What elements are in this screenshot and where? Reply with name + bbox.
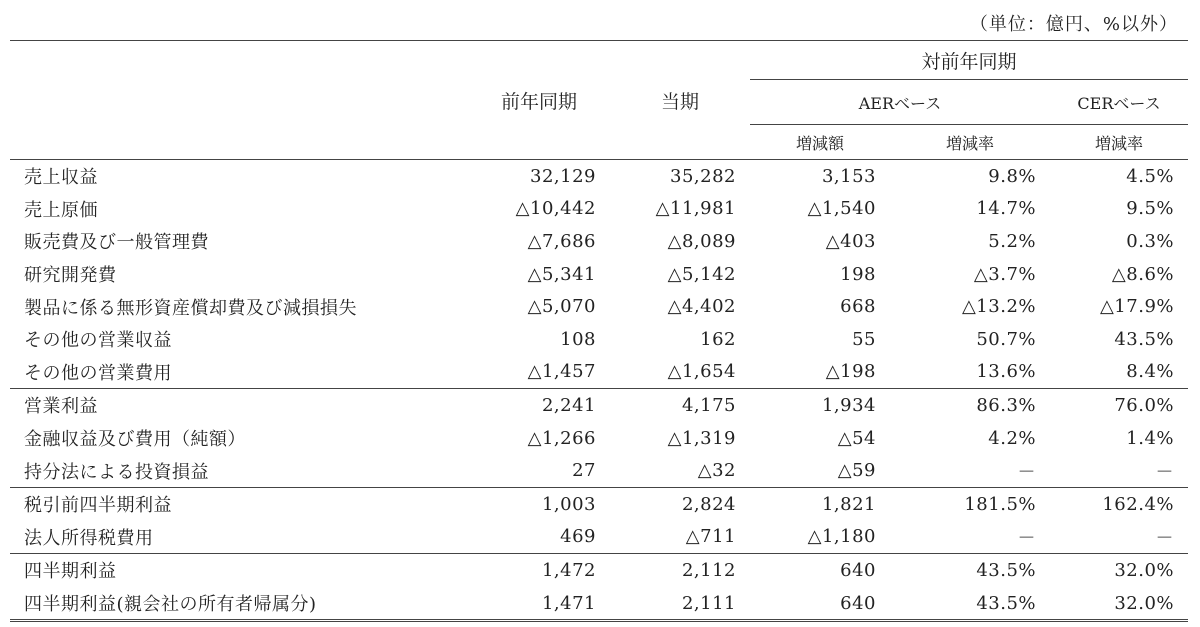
- table-row: [10, 193, 1188, 226]
- row-prev: △1,457: [527, 361, 596, 383]
- row-prev: 32,129: [530, 165, 596, 187]
- table-row: [10, 225, 1188, 258]
- row-item: 研究開発費: [24, 265, 117, 287]
- row-amt: △54: [837, 427, 876, 449]
- unit-note: （単位：億円、%以外）: [969, 14, 1178, 35]
- row-cer: －: [1155, 461, 1174, 483]
- table-row: [10, 356, 1188, 389]
- header-change-amount: 増減額: [750, 125, 890, 160]
- row-cur: 4,175: [610, 389, 750, 422]
- row-cur: 35,282: [670, 165, 736, 187]
- row-cur: △5,142: [667, 263, 736, 285]
- row-cur: △711: [685, 526, 736, 548]
- header-cer-base: CERベース: [1050, 80, 1188, 125]
- row-item: 税引前四半期利益: [10, 487, 468, 520]
- header-item-blank: [10, 41, 468, 160]
- row-cer: 0.3%: [1126, 230, 1174, 252]
- table-row: [10, 422, 1188, 455]
- row-item: 法人所得税費用: [24, 527, 154, 549]
- table-row: [10, 290, 1188, 323]
- row-amt: 1,821: [750, 487, 890, 520]
- table-row: [10, 587, 1188, 621]
- row-item: 金融収益及び費用（純額）: [24, 429, 246, 451]
- row-aer: 4.2%: [988, 427, 1036, 449]
- row-aer: 50.7%: [976, 328, 1036, 350]
- row-prev: △5,341: [527, 263, 596, 285]
- row-cer: －: [1155, 527, 1174, 549]
- row-amt: △59: [837, 460, 876, 482]
- row-aer: 43.5%: [890, 587, 1050, 621]
- row-item: その他の営業収益: [24, 330, 172, 352]
- row-amt: 3,153: [821, 165, 876, 187]
- row-aer: 181.5%: [890, 487, 1050, 520]
- row-item: 営業利益: [10, 389, 468, 422]
- table-row: [10, 554, 1188, 587]
- row-cer: 32.0%: [1050, 587, 1188, 621]
- row-item: 売上原価: [24, 199, 98, 221]
- row-item: その他の営業費用: [24, 362, 172, 384]
- row-item: 製品に係る無形資産償却費及び減損損失: [24, 297, 357, 319]
- row-prev: △10,442: [515, 198, 596, 220]
- row-prev: 1,003: [468, 487, 610, 520]
- row-prev: 469: [560, 526, 596, 548]
- row-aer: －: [1017, 461, 1036, 483]
- row-cer: 1.4%: [1126, 427, 1174, 449]
- row-amt: 55: [852, 328, 876, 350]
- row-prev: △1,266: [527, 427, 596, 449]
- row-cer: 8.4%: [1126, 361, 1174, 383]
- row-cur: △4,402: [667, 296, 736, 318]
- row-cur: 2,112: [610, 554, 750, 587]
- row-prev: 1,471: [468, 587, 610, 621]
- row-amt: 668: [840, 296, 876, 318]
- row-amt: △1,180: [807, 526, 876, 548]
- row-aer: 86.3%: [890, 389, 1050, 422]
- row-aer: 13.6%: [976, 361, 1036, 383]
- row-amt: △403: [825, 230, 876, 252]
- row-item: 四半期利益(親会社の所有者帰属分): [10, 587, 468, 621]
- row-aer: 43.5%: [890, 554, 1050, 587]
- table-row: [10, 389, 1188, 422]
- row-amt: △1,540: [807, 198, 876, 220]
- row-aer: －: [1017, 527, 1036, 549]
- row-cer: 76.0%: [1050, 389, 1188, 422]
- header-prev-period: 前年同期: [468, 41, 610, 160]
- income-statement-table: [10, 40, 1188, 622]
- row-cur: △8,089: [667, 230, 736, 252]
- header-aer-base: AERベース: [750, 80, 1050, 125]
- row-cer: 162.4%: [1050, 487, 1188, 520]
- header-row-1: [10, 41, 1188, 80]
- row-cer: 4.5%: [1126, 165, 1174, 187]
- row-cer: 32.0%: [1050, 554, 1188, 587]
- row-cer: 43.5%: [1114, 328, 1174, 350]
- row-aer: 5.2%: [988, 230, 1036, 252]
- row-amt: △198: [825, 361, 876, 383]
- header-change-rate-aer: 増減率: [890, 125, 1050, 160]
- row-amt: 640: [750, 554, 890, 587]
- row-item: 四半期利益: [10, 554, 468, 587]
- row-cur: △32: [697, 460, 736, 482]
- row-prev: 27: [572, 460, 596, 482]
- row-amt: 198: [840, 263, 876, 285]
- table-row: [10, 258, 1188, 291]
- row-cer: △17.9%: [1099, 296, 1174, 318]
- row-prev: 2,241: [468, 389, 610, 422]
- row-aer: △3.7%: [973, 263, 1036, 285]
- row-prev: △5,070: [527, 296, 596, 318]
- table-row: [10, 454, 1188, 487]
- row-aer: 14.7%: [976, 198, 1036, 220]
- row-cur: 162: [700, 328, 736, 350]
- header-current-period: 当期: [610, 41, 750, 160]
- row-prev: △7,686: [527, 230, 596, 252]
- row-prev: 1,472: [468, 554, 610, 587]
- header-change-rate-cer: 増減率: [1050, 125, 1188, 160]
- table-row: [10, 521, 1188, 554]
- row-cur: 2,824: [610, 487, 750, 520]
- row-cur: 2,111: [610, 587, 750, 621]
- row-amt: 640: [750, 587, 890, 621]
- row-cur: △1,654: [667, 361, 736, 383]
- row-amt: 1,934: [750, 389, 890, 422]
- row-item: 売上収益: [24, 167, 98, 189]
- row-cur: △1,319: [667, 427, 736, 449]
- row-item: 持分法による投資損益: [24, 461, 209, 483]
- row-aer: △13.2%: [961, 296, 1036, 318]
- row-aer: 9.8%: [988, 165, 1036, 187]
- row-cer: 9.5%: [1126, 198, 1174, 220]
- row-cer: △8.6%: [1111, 263, 1174, 285]
- header-yoy: 対前年同期: [750, 41, 1188, 80]
- table-row: [10, 487, 1188, 520]
- row-cur: △11,981: [655, 198, 736, 220]
- table-row: [10, 323, 1188, 356]
- table-row: [10, 160, 1188, 193]
- row-item: 販売費及び一般管理費: [24, 232, 209, 254]
- row-prev: 108: [560, 328, 596, 350]
